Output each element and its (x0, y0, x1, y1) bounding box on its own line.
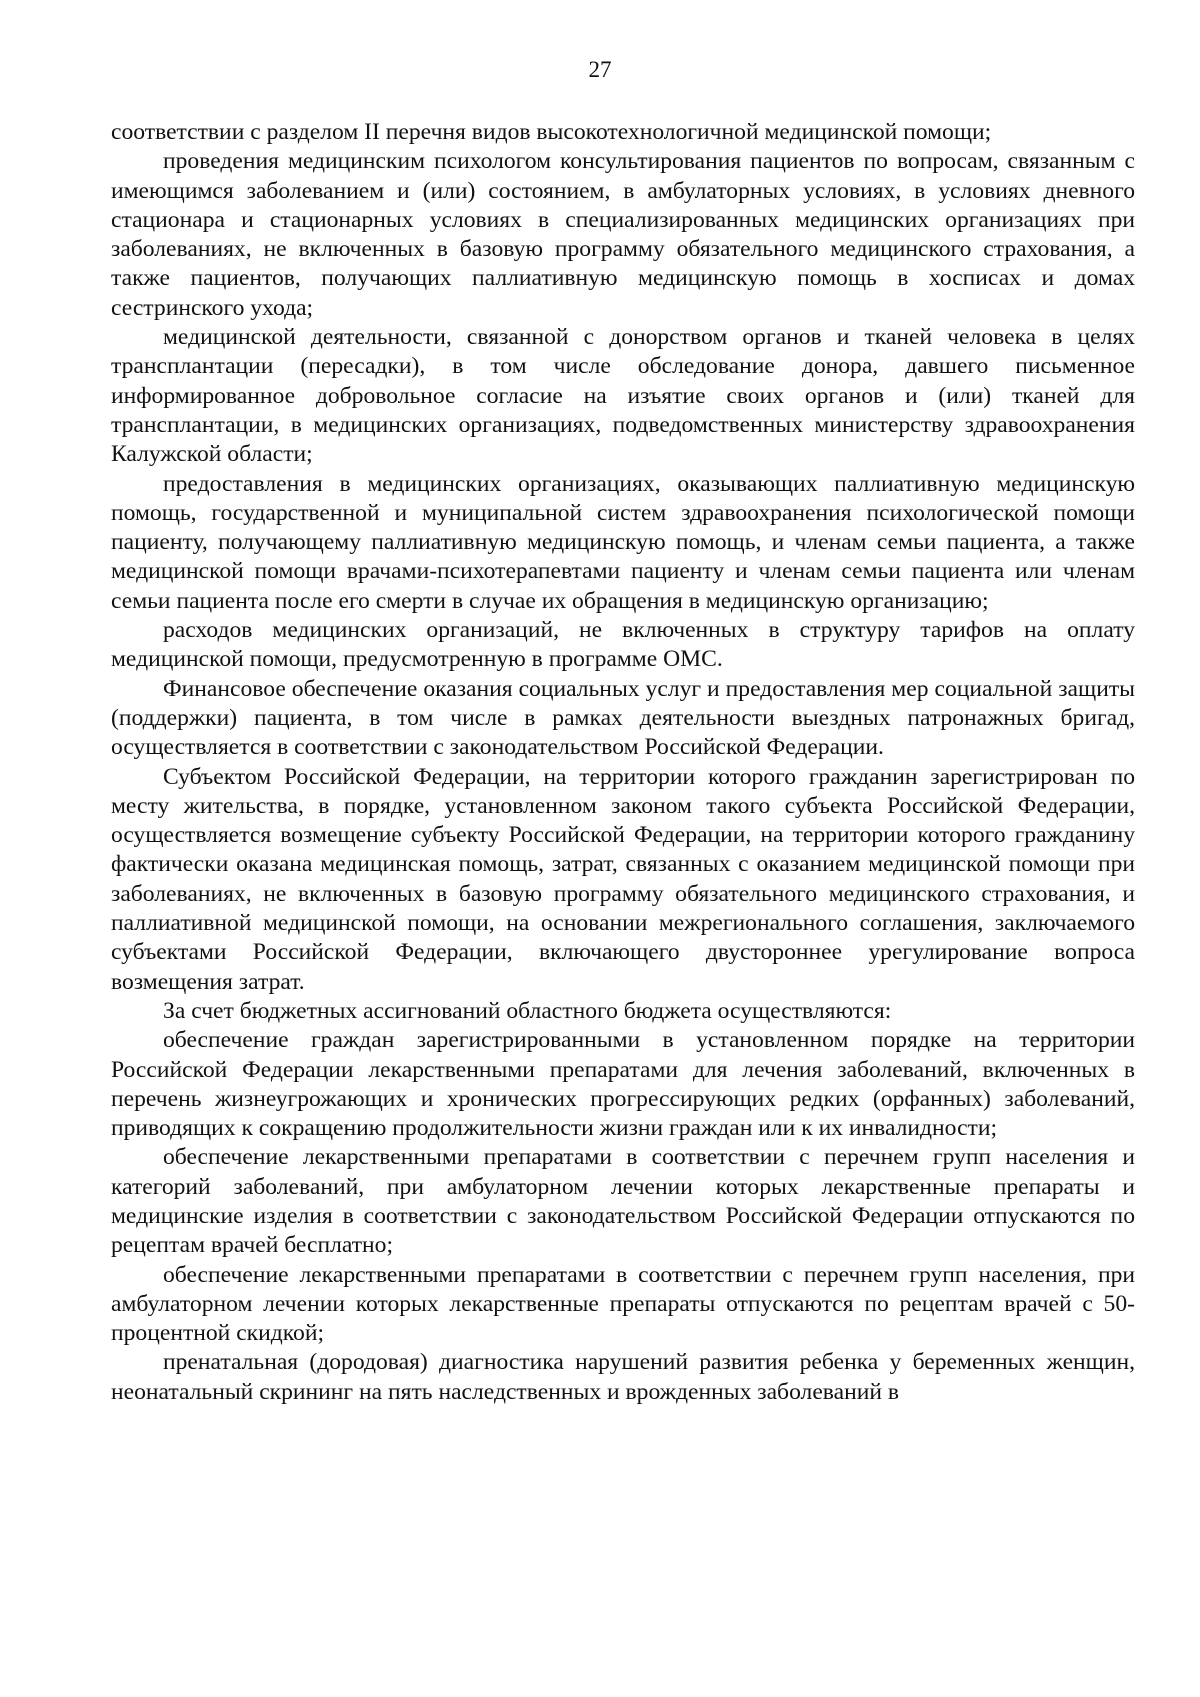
paragraph: Субъектом Российской Федерации, на территории которого гражданин зарегистрирован по месту жительства, в порядке, установленном законом такого субъекта Российской Федерации, осуществляется возмещение субъекту Российской Федерации, на территории которого гражданину фактически оказана медицинская помощь, затрат, связанных с оказанием медицинской помощи при заболеваниях, не включенных в базовую программу обязательного медицинского страхования, и паллиативной медицинской помощи, на основании межрегионального соглашения, заключаемого субъектами Российской Федерации, включающего двустороннее урегулирование вопроса возмещения затрат. (111, 763, 1135, 995)
paragraph: обеспечение лекарственными препаратами в соответствии с перечнем групп населения и категорий заболеваний, при амбулаторном лечении которых лекарственные препараты и медицинские изделия в соответствии с законодательством Российской Федерации отпускаются по рецептам врачей бесплатно; (111, 1144, 1135, 1259)
paragraph: пренатальная (дородовая) диагностика нарушений развития ребенка у беременных женщин, неонатальный скрининг на пять наследственных и врожденных заболеваний в (111, 1349, 1135, 1405)
paragraph: Финансовое обеспечение оказания социальных услуг и предоставления мер социальной защиты (поддержки) пациента, в том числе в рамках деятельности выездных патронажных бригад, осуществляется в соответствии с законодательством Российской Федерации. (111, 675, 1135, 761)
document-body (111, 118, 1135, 1407)
paragraph: расходов медицинских организаций, не включенных в структуру тарифов на оплату медицинской помощи, предусмотренную в программе ОМС. (111, 617, 1135, 673)
paragraph-continuation: соответствии с разделом II перечня видов высокотехнологичной медицинской помощи; (111, 119, 992, 145)
paragraph: проведения медицинским психологом консультирования пациентов по вопросам, связанным с имеющимся заболеванием и (или) состоянием, в амбулаторных условиях, в условиях дневного стационара и стационарных условиях в специализированных медицинских организациях при заболеваниях, не включенных в базовую программу обязательного медицинского страхования, а также пациентов, получающих паллиативную медицинскую помощь в хосписах и домах сестринского ухода; (111, 148, 1135, 321)
paragraph: предоставления в медицинских организациях, оказывающих паллиативную медицинскую помощь, государственной и муниципальной систем здравоохранения психологической помощи пациенту, получающему паллиативную медицинскую помощь, и членам семьи пациента, а также медицинской помощи врачами-психотерапевтами пациенту и членам семьи пациента или членам семьи пациента после его смерти в случае их обращения в медицинскую организацию; (111, 470, 1135, 614)
paragraph: обеспечение лекарственными препаратами в соответствии с перечнем групп населения, при амбулаторном лечении которых лекарственные препараты отпускаются по рецептам врачей с 50-процентной скидкой; (111, 1261, 1135, 1347)
page-number: 27 (588, 57, 612, 82)
paragraph: медицинской деятельности, связанной с донорством органов и тканей человека в целях трансплантации (пересадки), в том числе обследование донора, давшего письменное информированное добровольное согласие на изъятие своих органов и (или) тканей для трансплантации, в медицинских организациях, подведомственных министерству здравоохранения Калужской области; (111, 324, 1135, 468)
paragraph: обеспечение граждан зарегистрированными в установленном порядке на территории Российской Федерации лекарственными препаратами для лечения заболеваний, включенных в перечень жизнеугрожающих и хронических прогрессирующих редких (орфанных) заболеваний, приводящих к сокращению продолжительности жизни граждан или к их инвалидности; (111, 1027, 1135, 1142)
paragraph: За счет бюджетных ассигнований областного бюджета осуществляются: (163, 997, 892, 1024)
